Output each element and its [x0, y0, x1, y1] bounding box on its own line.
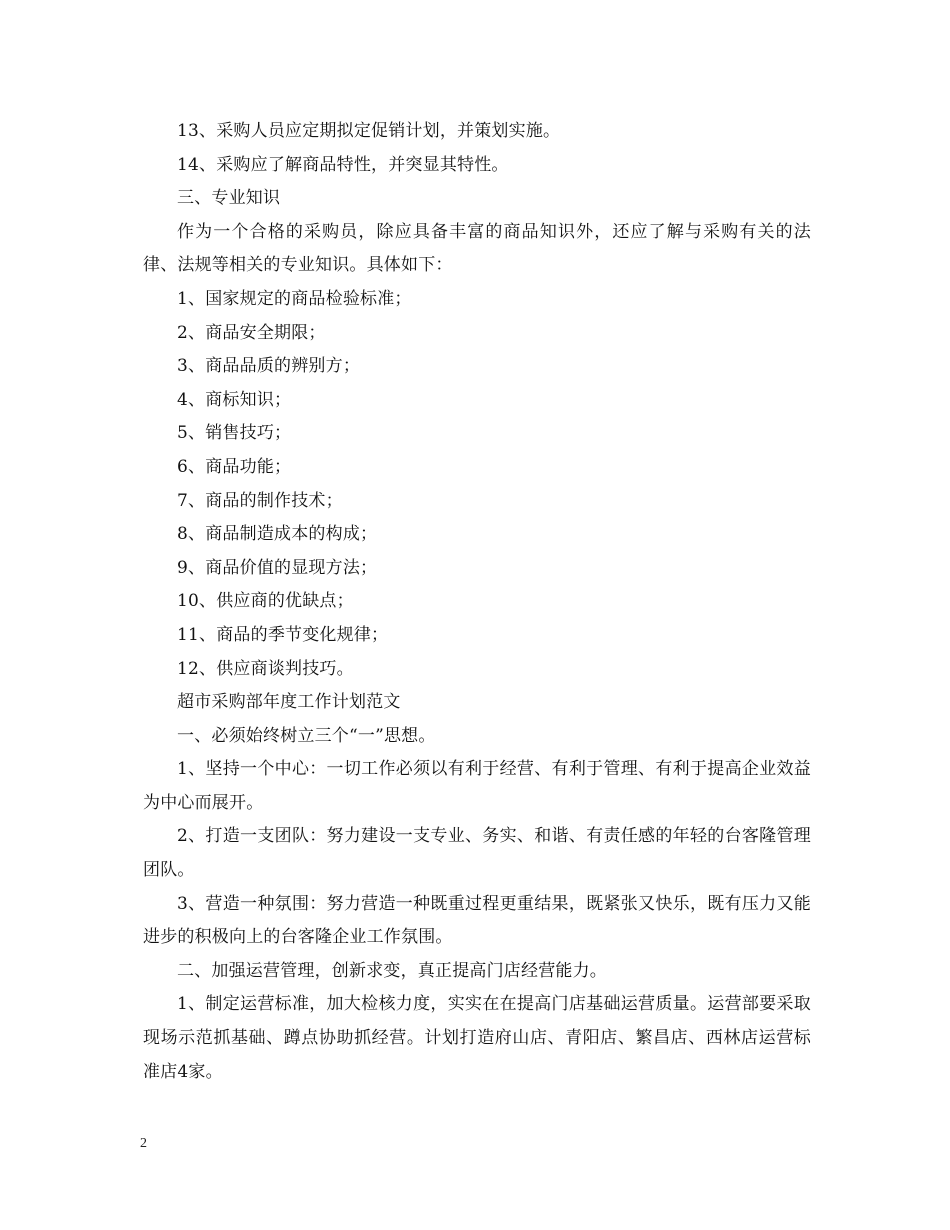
list-item: 3、商品品质的辨别方；	[177, 356, 361, 377]
paragraph: 1、制定运营标准，加大检核力度，实实在在提高门店基础运营质量。运营部要采取现场示范抓基础、蹲点协助抓经营。计划打造府山店、青阳店、繁昌店、西林店运营标准店4家。	[143, 994, 811, 1082]
paragraph: 1、坚持一个中心：一切工作必须以有利于经营、有利于管理、有利于提高企业效益为中心而展开。	[143, 759, 811, 813]
list-item: 11、商品的季节变化规律；	[177, 624, 389, 645]
list-item: 12、供应商谈判技巧。	[177, 658, 354, 679]
list-item: 5、销售技巧；	[177, 423, 292, 444]
section-heading: 三、专业知识	[177, 188, 281, 209]
list-item: 10、供应商的优缺点；	[177, 591, 354, 612]
paragraph: 13、采购人员应定期拟定促销计划，并策划实施。	[177, 121, 561, 141]
page-number: 2	[140, 1136, 147, 1151]
section-heading: 二、加强运营管理，创新求变，真正提高门店经营能力。	[177, 960, 607, 981]
list-item: 8、商品制造成本的构成；	[177, 524, 378, 545]
list-item: 9、商品价值的显现方法；	[177, 557, 378, 578]
paragraph: 3、营造一种氛围：努力营造一种既重过程更重结果，既紧张又快乐，既有压力又能进步的积极向上的台客隆企业工作氛围。	[143, 893, 811, 948]
list-item: 6、商品功能；	[177, 456, 292, 477]
section-heading: 一、必须始终树立三个“一”思想。	[177, 725, 436, 746]
paragraph: 14、采购应了解商品特性，并突显其特性。	[177, 154, 509, 175]
paragraph: 2、打造一支团队：努力建设一支专业、务实、和谐、有责任感的年轻的台客隆管理团队。	[143, 826, 811, 881]
paragraph: 作为一个合格的采购员，除应具备丰富的商品知识外，还应了解与采购有关的法律、法规等相关的专业知识。具体如下：	[143, 221, 811, 276]
list-item: 2、商品安全期限；	[177, 322, 326, 343]
document-title: 超市采购部年度工作计划范文	[177, 692, 401, 713]
list-item: 1、国家规定的商品检验标准；	[177, 288, 412, 309]
list-item: 4、商标知识；	[177, 389, 292, 410]
list-item: 7、商品的制作技术；	[177, 490, 343, 511]
document-body	[143, 115, 811, 1089]
